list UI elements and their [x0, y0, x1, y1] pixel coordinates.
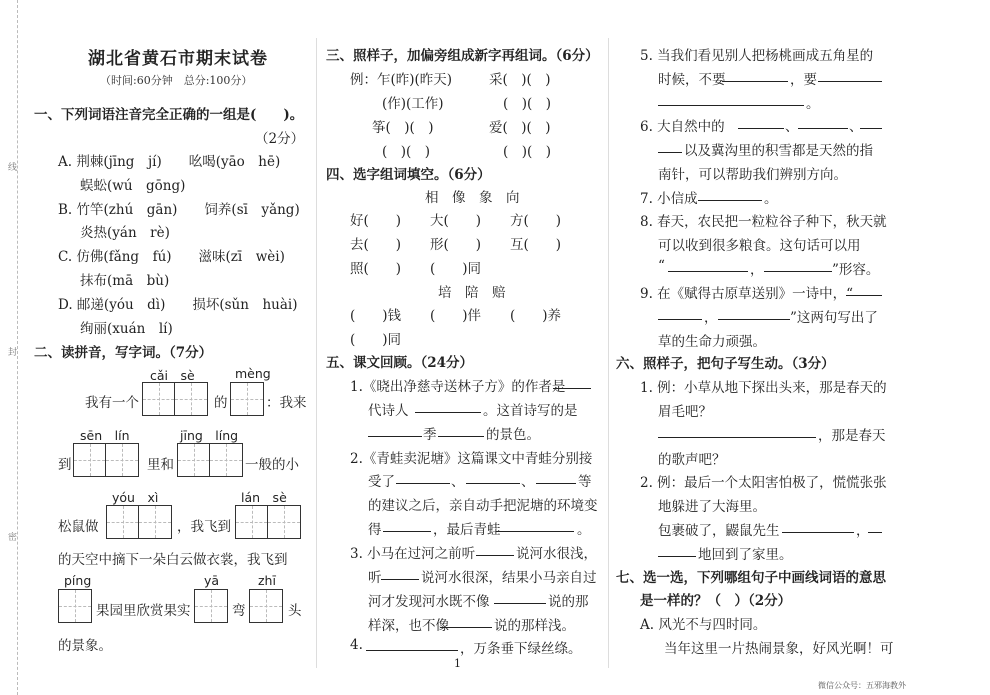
q5-3-text-e: 河才发现河水既不像 [368, 594, 490, 610]
pinyin-ping: píng [64, 573, 92, 588]
q3-cai-2[interactable]: ( )( ) [503, 96, 552, 112]
q5-heading: 五、课文回顾。（24分） [326, 355, 474, 371]
q5-6-blank-3a[interactable] [860, 115, 882, 129]
q6-2-text-a: 包裹破了，鼹鼠先生 [658, 523, 780, 539]
q7-heading-1: 七、选一选，下列哪组句子中画线词语的意思 [616, 570, 886, 586]
q1-option-d[interactable]: D. 邮递(yóu dì) 损坏(sǔn huài) [58, 297, 298, 313]
write-grid-ping[interactable] [58, 589, 92, 623]
q5-6-text-b: 以及冀沟里的积雪都是天然的指 [684, 143, 873, 159]
q1-score: （2分） [255, 131, 305, 147]
q5-8-text-b: 可以收到很多粮食。这句话可以用 [658, 238, 861, 254]
q5-9-text-b: ”这两句写出了 [790, 310, 878, 326]
q6-1-text-b: 的歌声吧？ [658, 452, 726, 468]
q5-1-text-e: 的景色。 [486, 427, 540, 443]
q6-2-blank-2a[interactable] [868, 519, 882, 533]
q6-heading: 六、照样子，把句子写生动。（3分） [616, 356, 835, 372]
q5-5-text-b: 时候，不要 [658, 72, 726, 88]
q5-3-text-c: 听 [368, 570, 382, 586]
q5-2-text-f: ，最后青蛙 [433, 522, 501, 538]
q5-5-text-d: 。 [806, 96, 820, 112]
q4-item-qian[interactable]: ( )钱 [350, 308, 402, 324]
q5-5-blank-2[interactable] [818, 68, 882, 82]
q5-1-blank-season[interactable] [368, 423, 422, 437]
q5-2-text-a: 2.《青蛙卖泥塘》这篇课文中青蛙分别接 [350, 451, 593, 467]
q1-option-a-cont: 蜈蚣(wú gōng) [80, 178, 186, 194]
q2-heading: 二、读拼音，写字词。（7分） [34, 345, 213, 361]
q5-2-blank-4[interactable] [383, 518, 431, 532]
write-grid-caise[interactable] [142, 382, 208, 416]
q5-2-sep-2: 、 [521, 474, 535, 490]
q5-2-text-d: 的建议之后，亲自动手把泥塘的环境变 [368, 498, 598, 514]
margin-mark-secret: 密 [8, 533, 18, 543]
q5-9-text-c: 草的生命力顽强。 [658, 334, 766, 350]
q5-3-blank-1[interactable] [476, 542, 514, 556]
q5-1-text-d: 季 [423, 427, 437, 443]
q6-1-blank[interactable] [658, 424, 816, 438]
q5-6-text-c: 南针，可以帮助我们辨别方向。 [658, 167, 847, 183]
q5-2-text-b: 受了 [368, 474, 395, 490]
q3-example-2: (作)(工作) [382, 96, 444, 112]
q2-text-1: 我有一个 [85, 395, 139, 411]
q5-3-text-h: 说的那样浅。 [494, 618, 575, 634]
q6-2-blank-1[interactable] [782, 519, 854, 533]
column-divider-2 [608, 38, 609, 668]
q2-text-10: 果园里欣赏果实 [96, 603, 191, 619]
q2-text-4: 到 [58, 457, 72, 473]
q5-8-quote-open: “ [658, 258, 665, 274]
q5-5-text-a: 5. 当我们看见别人把杨桃画成五角星的 [640, 48, 874, 64]
q3-example-1: 例：乍(昨)(昨天) [350, 72, 453, 88]
pinyin-youxi: yóu xì [112, 490, 159, 505]
q5-6-sep-2: 、 [849, 119, 863, 135]
q5-3-blank-4[interactable] [440, 614, 492, 628]
q4-item-hao[interactable]: 好( ) [350, 213, 402, 229]
q5-1-blank-poet[interactable] [415, 399, 481, 413]
q5-8-blank-1[interactable] [668, 258, 748, 272]
q5-7-text-a: 7. 小信成 [640, 191, 698, 207]
pinyin-caise: cǎi sè [150, 368, 195, 383]
q5-3-text-a: 3. 小马在过河之前听 [350, 546, 476, 562]
q5-8-blank-2[interactable] [764, 258, 832, 272]
q5-4-blank[interactable] [366, 637, 458, 651]
q5-5-blank-1[interactable] [722, 68, 788, 82]
q4-heading: 四、选字组词填空。（6分） [326, 167, 491, 183]
q4-item-da[interactable]: 大( ) [430, 213, 482, 229]
write-grid-lanse[interactable] [235, 505, 301, 539]
q3-zheng-2[interactable]: ( )( ) [382, 144, 431, 160]
q5-6-blank-2[interactable] [798, 115, 848, 129]
q6-1-example-a: 1. 例：小草从地下探出头来，那是春天的 [640, 380, 887, 396]
q5-3-blank-2[interactable] [381, 566, 419, 580]
write-grid-senlin[interactable] [73, 443, 139, 477]
q3-ai-2[interactable]: ( )( ) [503, 144, 552, 160]
q5-1-blank-place[interactable] [438, 423, 484, 437]
q5-3-text-b: 说河水很浅， [516, 546, 597, 562]
pinyin-meng: mèng [235, 366, 271, 381]
q5-4-text: ，万条垂下绿丝绦。 [460, 641, 582, 657]
q5-5-text-c: ，要 [790, 72, 817, 88]
q4-set2-chars: 培 陪 赔 [438, 285, 506, 301]
write-grid-jingling[interactable] [177, 443, 243, 477]
q7-option-a[interactable]: A. 风光不与四时同。 [640, 617, 767, 633]
pinyin-ya: yā [204, 573, 220, 588]
q5-9-sep: ， [704, 310, 718, 326]
q6-1-text-a: ，那是春天 [818, 428, 886, 444]
q7-option-a-sentence: 当年这里一片热闹景象，好风光啊！可 [664, 641, 894, 657]
q3-zheng-1[interactable]: 筝( )( ) [372, 120, 434, 136]
q5-8-sep: ， [750, 262, 764, 278]
q5-3-text-d: 说河水很深，结果小马亲自过 [421, 570, 597, 586]
write-grid-ya[interactable] [194, 589, 228, 623]
q6-2-text-b: 地回到了家里。 [698, 547, 793, 563]
exam-title: 湖北省黄石市期末试卷 [88, 49, 268, 69]
q5-1-text-b: 代诗人 [368, 403, 409, 419]
q2-text-9: 的天空中摘下一朵白云做衣裳，我飞到 [58, 552, 288, 568]
pinyin-zhi: zhī [258, 573, 276, 588]
q5-2-blank-2[interactable] [466, 470, 520, 484]
q7-heading-2: 是一样的？（ ）（2分） [640, 593, 792, 609]
q5-9-blank-1b[interactable] [658, 306, 702, 320]
pinyin-jingling: jīng líng [180, 428, 239, 443]
q2-text-5: 里和 [147, 457, 174, 473]
q5-6-sep-1: 、 [785, 119, 799, 135]
q5-5-blank-3[interactable] [658, 92, 804, 106]
footer-note: 微信公众号：五邪海教外 [818, 681, 906, 690]
q4-item-xing[interactable]: 形( ) [430, 237, 482, 253]
q5-2-blank-3[interactable] [536, 470, 576, 484]
pinyin-lanse: lán sè [241, 490, 287, 505]
q4-item-ban[interactable]: ( )伴 [430, 308, 482, 324]
q1-option-a[interactable]: A. 荆棘(jīng jí) 吆喝(yāo hē) [58, 154, 281, 170]
q5-2-text-c: 等 [578, 474, 592, 490]
q3-cai-1[interactable]: 采( )( ) [489, 72, 551, 88]
write-grid-meng[interactable] [230, 382, 264, 416]
q5-1-text-a: 1.《晓出净慈寺送林子方》的作者是 [350, 379, 566, 395]
q5-3-blank-3[interactable] [494, 590, 546, 604]
pinyin-senlin: sēn lín [80, 428, 130, 443]
q2-text-6: 一般的小 [245, 457, 299, 473]
q5-2-blank-5[interactable] [496, 518, 574, 532]
write-grid-youxi[interactable] [106, 505, 172, 539]
q5-9-text-a: 9. 在《赋得古原草送别》一诗中，“ [640, 286, 854, 302]
q4-item-hu[interactable]: 互( ) [510, 237, 562, 253]
q1-option-b[interactable]: B. 竹竿(zhú gān) 饲养(sī yǎng) [58, 202, 300, 218]
q5-6-text-a: 6. 大自然中的 [640, 119, 725, 135]
q6-2-example-b: 地躲进了大海里。 [658, 499, 766, 515]
q4-set1-chars: 相 像 象 向 [425, 190, 520, 206]
q2-text-3: ：我来 [266, 395, 307, 411]
q1-option-d-cont: 绚丽(xuán lí) [80, 321, 173, 337]
q5-3-text-f: 说的那 [548, 594, 589, 610]
q5-6-blank-3b[interactable] [658, 139, 682, 153]
q2-text-13: 的景象。 [58, 638, 112, 654]
q5-9-blank-1a[interactable] [846, 282, 882, 296]
q3-ai-1[interactable]: 爱( )( ) [489, 120, 551, 136]
q4-item-tong2[interactable]: ( )同 [350, 332, 402, 348]
q5-2-blank-1[interactable] [396, 470, 450, 484]
q5-2-text-e: 得 [368, 522, 382, 538]
q5-6-blank-1[interactable] [738, 115, 784, 129]
q6-1-example-b: 眉毛吧？ [658, 404, 712, 420]
q1-option-c[interactable]: C. 仿佛(fǎng fú) 滋味(zī wèi) [58, 249, 285, 265]
q4-item-yang[interactable]: ( )养 [510, 308, 562, 324]
q5-1-text-c: 。这首诗写的是 [483, 403, 578, 419]
q3-heading: 三、照样子，加偏旁组成新字再组词。（6分） [326, 48, 599, 64]
q6-2-sep: ， [856, 523, 870, 539]
q6-2-blank-2b[interactable] [658, 543, 696, 557]
q5-7-text-b: 。 [764, 191, 778, 207]
column-divider-1 [316, 38, 317, 668]
q5-2-text-g: 。 [577, 522, 591, 538]
q4-item-qu[interactable]: 去( ) [350, 237, 402, 253]
q4-item-tong1[interactable]: ( )同 [430, 261, 482, 277]
q6-2-example-a: 2. 例：最后一个太阳害怕极了，慌慌张张 [640, 475, 887, 491]
page-number: 1 [454, 657, 461, 670]
q5-9-blank-2[interactable] [718, 306, 790, 320]
q2-text-11: 弯 [232, 603, 246, 619]
write-grid-zhi[interactable] [249, 589, 283, 623]
margin-mark-line: 线 [8, 163, 18, 173]
binding-line [17, 0, 18, 695]
q1-heading: 一、下列词语注音完全正确的一组是( )。 [34, 107, 304, 123]
q4-item-zhao[interactable]: 照( ) [350, 261, 402, 277]
q5-8-text-a: 8. 春天，农民把一粒粒谷子种下，秋天就 [640, 214, 887, 230]
q5-4-number: 4. [350, 637, 363, 653]
q2-text-2: 的 [214, 395, 228, 411]
q2-text-12: 头 [288, 603, 302, 619]
q5-2-sep-1: 、 [451, 474, 465, 490]
margin-mark-seal: 封 [8, 348, 18, 358]
exam-subtitle: （时间:60分钟 总分:100分） [100, 74, 253, 87]
q4-item-fang[interactable]: 方( ) [510, 213, 562, 229]
q1-option-c-cont: 抹布(mā bù) [80, 273, 170, 289]
q5-7-blank[interactable] [698, 187, 762, 201]
q5-3-text-g: 样深，也不像 [368, 618, 449, 634]
q2-text-8: ，我飞到 [177, 519, 231, 535]
q1-option-b-cont: 炎热(yán rè) [80, 225, 170, 241]
q2-text-7: 松鼠做 [58, 519, 99, 535]
q5-1-blank-author[interactable] [553, 375, 591, 389]
q5-8-text-c: ”形容。 [832, 262, 880, 278]
